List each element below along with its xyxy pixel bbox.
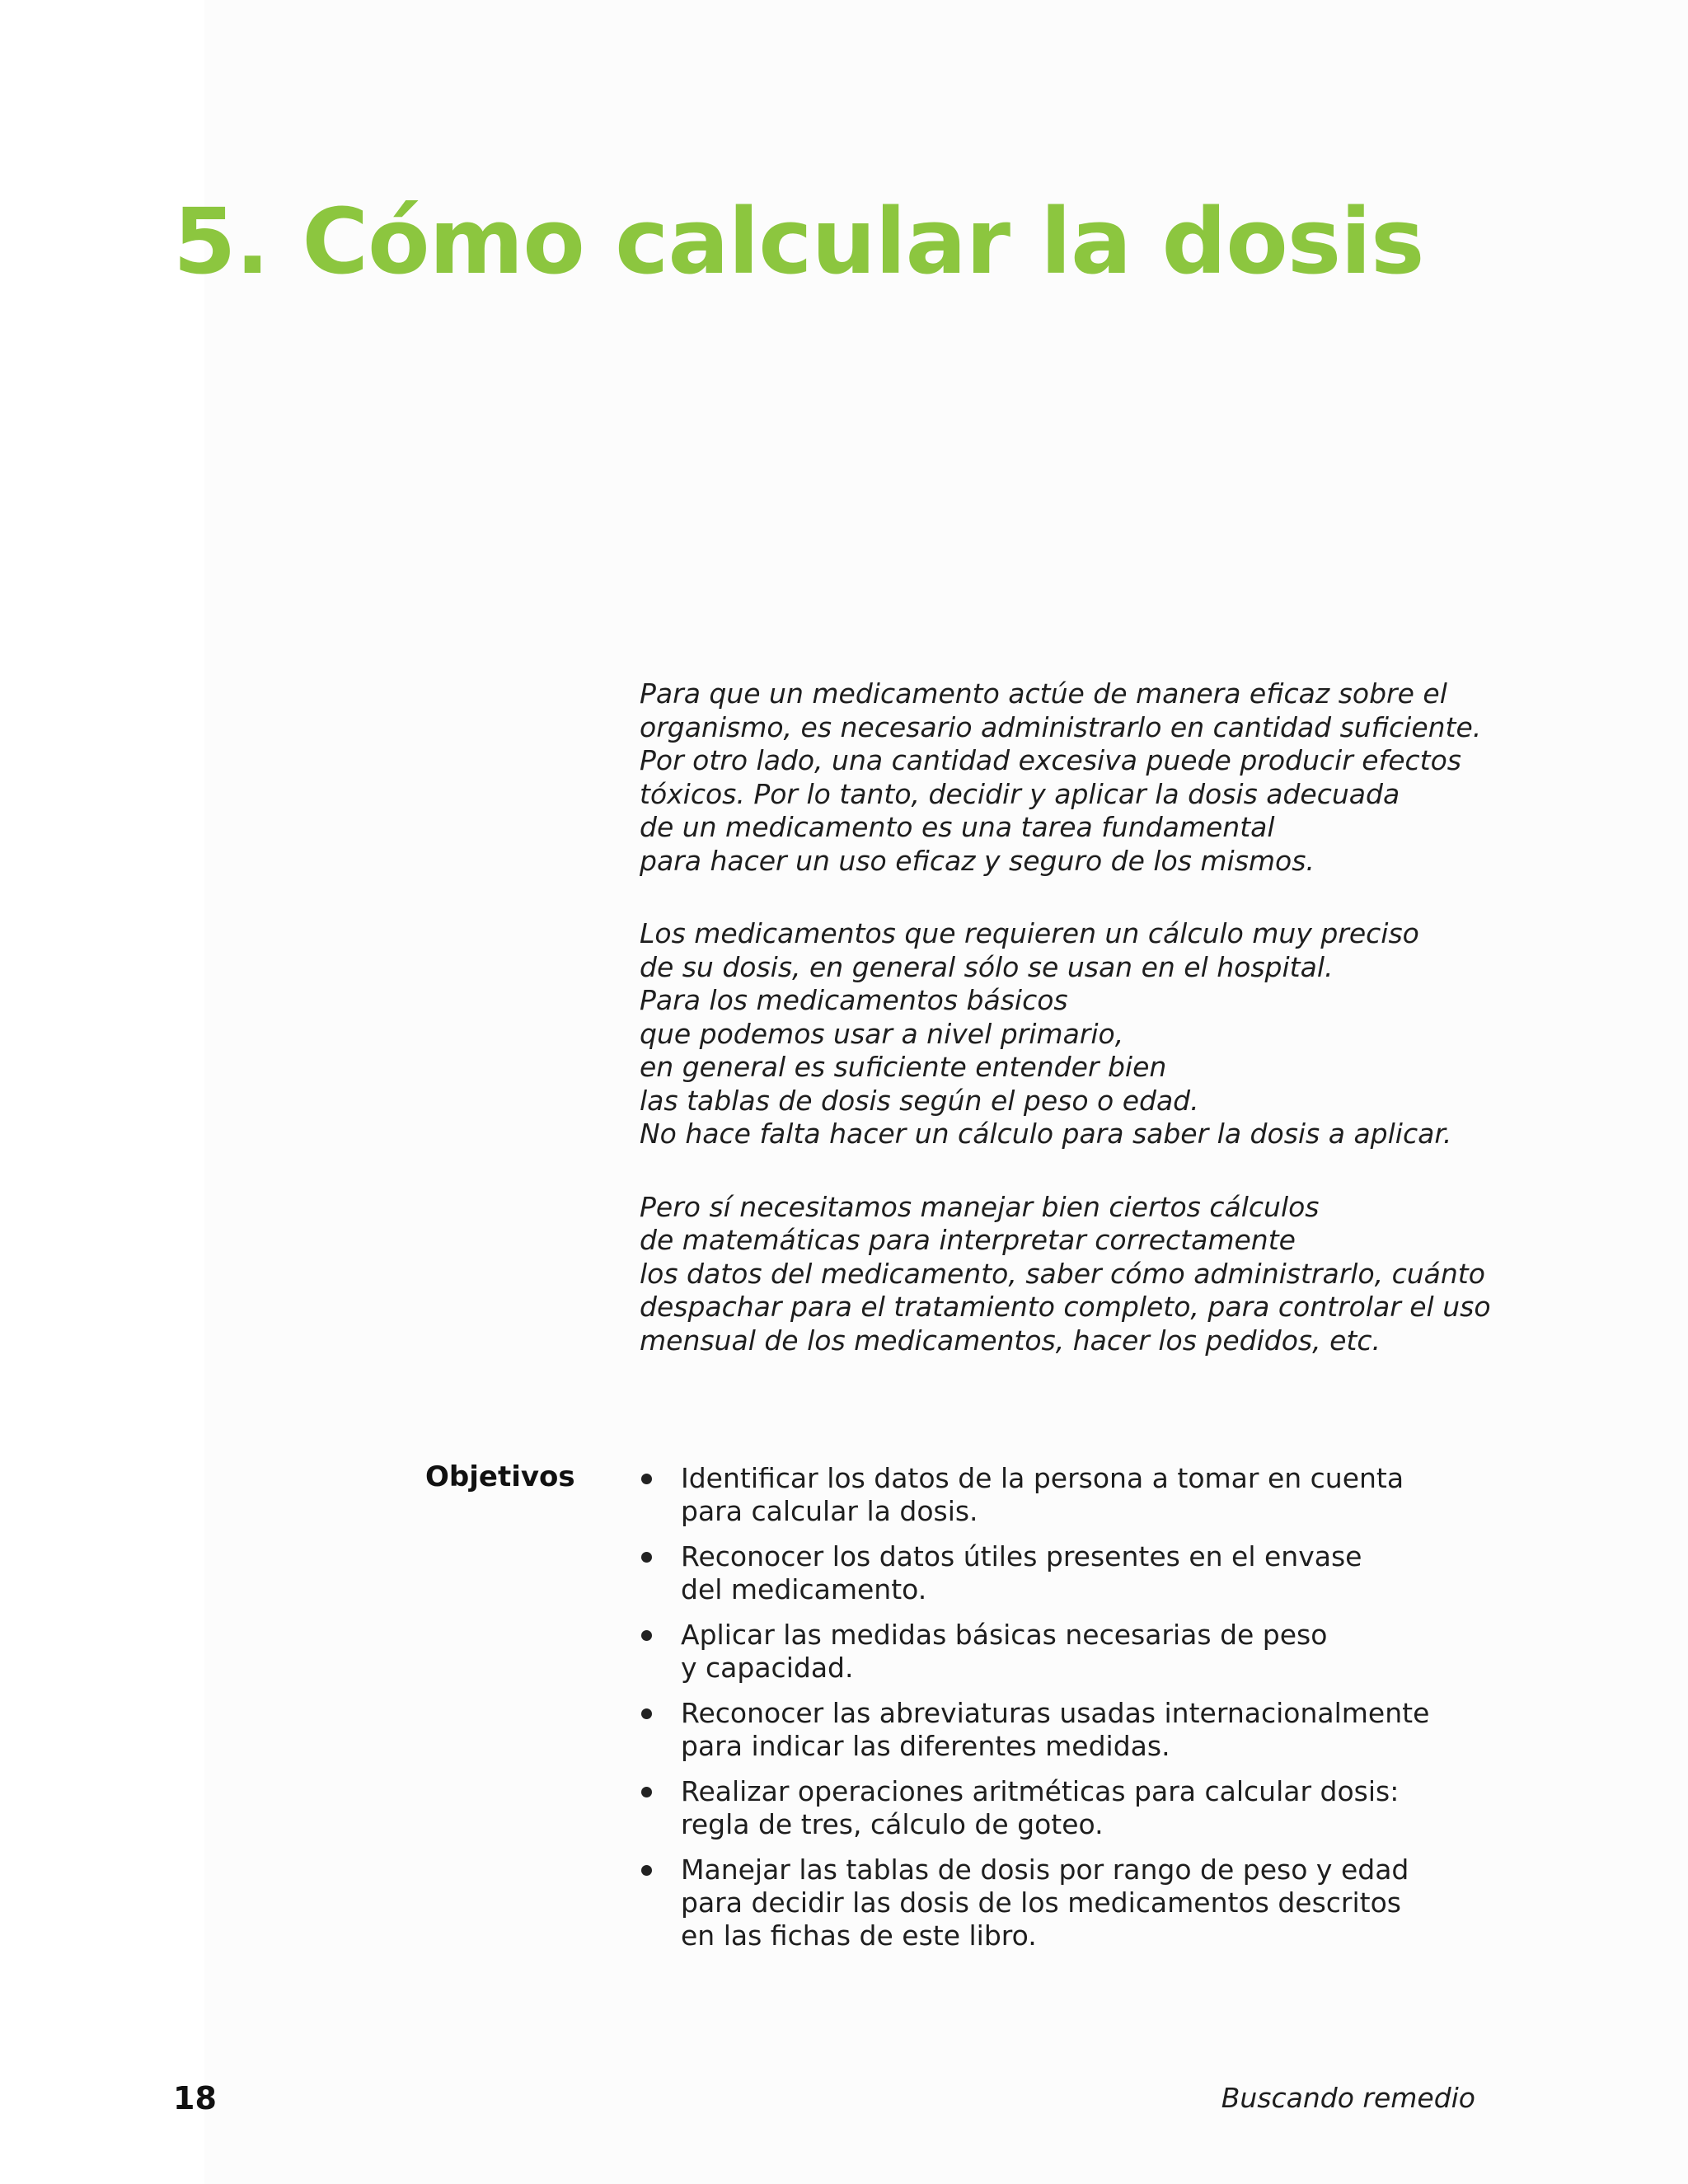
chapter-title-text: Cómo calcular la dosis: [302, 189, 1424, 294]
objective-item: [640, 1854, 1546, 1952]
objective-text: Realizar operaciones aritméticas para calcular dosis: regla de tres, cálculo de goteo.: [681, 1775, 1400, 1840]
objective-item: [640, 1697, 1546, 1763]
intro-paragraph: Pero sí necesitamos manejar bien ciertos cálculos de matemáticas para interpretar correctamente los datos del medicamento, saber cómo administrarlo, cuánto despachar para el tratamiento completo, para controlar el uso mensual de los medicamentos, hacer los pedidos, etc.: [640, 1190, 1491, 1357]
bullet-icon: [641, 1630, 652, 1641]
page-number: 18: [173, 2080, 217, 2116]
objective-text: Identificar los datos de la persona a tomar en cuenta para calcular la dosis.: [681, 1462, 1404, 1527]
intro-paragraph: Para que un medicamento actúe de manera eficaz sobre el organismo, es necesario administrarlo en cantidad suficiente. Por otro lado, una cantidad excesiva puede producir efectos tóxicos. Por lo tanto, decidir y aplicar la dosis adecuada de un medicamento es una tarea fundamental para hacer un uso eficaz y seguro de los mismos.: [640, 677, 1482, 877]
objective-text: Reconocer los datos útiles presentes en el envase del medicamento.: [681, 1540, 1362, 1605]
objective-text: Reconocer las abreviaturas usadas internacionalmente para indicar las diferentes medidas.: [681, 1697, 1430, 1762]
objective-item: [640, 1540, 1546, 1606]
book-title-footer: Buscando remedio: [1221, 2082, 1475, 2114]
objectives-list: [640, 1462, 1546, 1965]
bullet-icon: [641, 1865, 652, 1876]
objective-item: [640, 1462, 1546, 1528]
objective-text: Manejar las tablas de dosis por rango de peso y edad para decidir las dosis de los medicamentos descritos en las fichas de este libro.: [681, 1854, 1409, 1952]
objectives-heading: Objetivos: [425, 1460, 575, 1493]
objective-item: [640, 1619, 1546, 1685]
intro-paragraph: Los medicamentos que requieren un cálculo muy preciso de su dosis, en general sólo se usan en el hospital. Para los medicamentos básicos que podemos usar a nivel primario, en general es suficiente entender bien las tablas de dosis según el peso o edad. No hace falta hacer un cálculo para saber la dosis a aplicar.: [640, 917, 1452, 1150]
objective-item: [640, 1775, 1546, 1841]
bullet-icon: [641, 1787, 652, 1797]
bullet-icon: [641, 1708, 652, 1719]
bullet-icon: [641, 1474, 652, 1484]
objective-text: Aplicar las medidas básicas necesarias de peso y capacidad.: [681, 1619, 1328, 1684]
bullet-icon: [641, 1552, 652, 1563]
chapter-title: [173, 188, 1423, 295]
intro-text: [640, 677, 1530, 1397]
chapter-number: 5.: [173, 189, 270, 294]
